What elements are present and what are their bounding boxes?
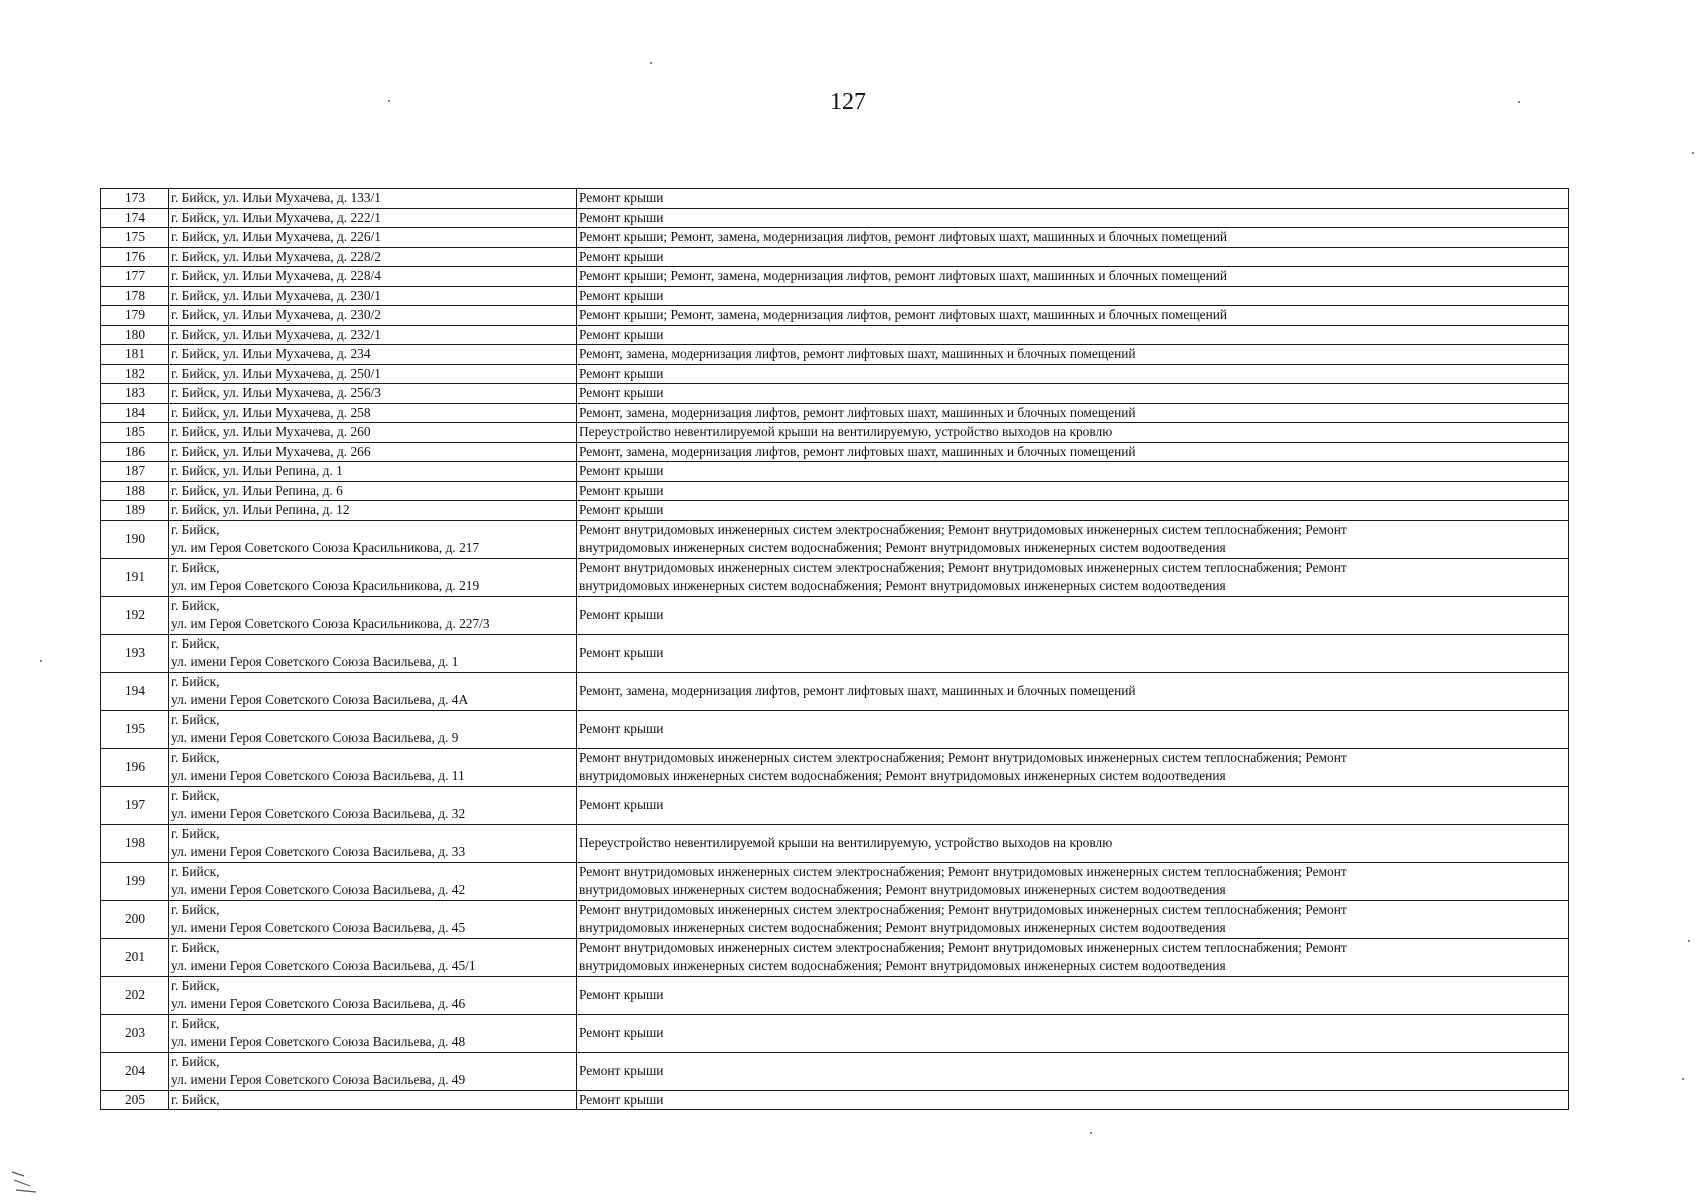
row-number: 181 [101,345,169,365]
table-row [101,900,1569,938]
work-type-cell [577,247,1569,267]
address-cell [169,442,577,462]
work-type-cell [577,976,1569,1014]
table-row [101,267,1569,287]
address-cell [169,900,577,938]
row-number: 175 [101,228,169,248]
table-row [101,938,1569,976]
work-type-line: Ремонт крыши [579,796,664,812]
work-type-cell [577,501,1569,521]
address-line: г. Бийск, [171,863,220,879]
table-row [101,710,1569,748]
work-type-cell [577,384,1569,404]
row-number: 205 [101,1090,169,1110]
row-number: 179 [101,306,169,326]
address-cell [169,938,577,976]
work-type-cell [577,710,1569,748]
scan-speck [650,62,652,64]
address-cell [169,481,577,501]
address-line: г. Бийск, ул. Ильи Мухачева, д. 234 [171,346,371,361]
address-cell [169,364,577,384]
address-line: г. Бийск, ул. Ильи Мухачева, д. 258 [171,404,371,420]
address-cell [169,1052,577,1090]
address-cell [169,786,577,824]
address-cell [169,710,577,748]
work-type-cell [577,325,1569,345]
row-number: 193 [101,634,169,672]
address-cell [169,306,577,326]
work-type-cell [577,1014,1569,1052]
address-cell [169,1014,577,1052]
work-type-cell [577,286,1569,306]
row-number: 178 [101,286,169,306]
work-type-line: внутридомовых инженерных систем водоснабжения; Ремонт внутридомовых инженерных систем водоотведения [579,920,1226,935]
address-line: г. Бийск, [171,1053,220,1069]
address-line: г. Бийск, ул. Ильи Мухачева, д. 230/1 [171,287,381,303]
address-cell [169,189,577,209]
address-line: г. Бийск, [171,939,220,955]
table-row [101,748,1569,786]
work-type-cell [577,596,1569,634]
work-type-cell [577,824,1569,862]
work-type-cell [577,862,1569,900]
work-type-cell [577,228,1569,248]
address-line: г. Бийск, ул. Ильи Мухачева, д. 228/4 [171,268,381,283]
work-type-line: Ремонт крыши [579,644,664,660]
address-cell [169,976,577,1014]
work-type-line: Переустройство невентилируемой крыши на вентилируемую, устройство выходов на кровлю [579,834,1113,850]
row-number: 200 [101,900,169,938]
row-number: 180 [101,325,169,345]
table-row [101,208,1569,228]
address-cell [169,345,577,365]
work-type-line: внутридомовых инженерных систем водоснабжения; Ремонт внутридомовых инженерных систем водоотведения [579,578,1226,593]
table-row [101,520,1569,558]
repair-schedule-table [100,188,1569,1110]
address-line: ул. имени Героя Советского Союза Васильева, д. 1 [171,654,459,669]
table-row [101,423,1569,443]
row-number: 202 [101,976,169,1014]
row-number: 194 [101,672,169,710]
table-row [101,501,1569,521]
address-line: г. Бийск, ул. Ильи Мухачева, д. 250/1 [171,365,381,381]
address-cell [169,748,577,786]
work-type-line: Ремонт крыши [579,385,664,400]
address-line: г. Бийск, ул. Ильи Мухачева, д. 228/2 [171,248,381,264]
address-line: г. Бийск, ул. Ильи Мухачева, д. 260 [171,424,371,439]
work-type-cell [577,1052,1569,1090]
address-line: г. Бийск, ул. Ильи Репина, д. 6 [171,482,343,498]
work-type-cell [577,786,1569,824]
row-number: 192 [101,596,169,634]
table-row [101,345,1569,365]
table-row [101,364,1569,384]
address-line: г. Бийск, ул. Ильи Мухачева, д. 226/1 [171,229,381,244]
work-type-line: Ремонт крыши [579,365,664,381]
row-number: 201 [101,938,169,976]
address-line: ул. имени Героя Советского Союза Васильева, д. 4А [171,692,469,707]
work-type-line: Ремонт крыши [579,326,664,342]
address-cell [169,501,577,521]
table-row [101,306,1569,326]
address-cell [169,558,577,596]
work-type-line: Ремонт крыши; Ремонт, замена, модернизация лифтов, ремонт лифтовых шахт, машинных и блочных помещений [579,229,1228,244]
address-line: ул. имени Героя Советского Союза Васильева, д. 46 [171,996,466,1011]
page-number: 127 [830,89,866,115]
table-row [101,228,1569,248]
work-type-line: Ремонт крыши [579,209,664,225]
row-number: 176 [101,247,169,267]
work-type-cell [577,267,1569,287]
work-type-line: внутридомовых инженерных систем водоснабжения; Ремонт внутридомовых инженерных систем водоотведения [579,882,1226,897]
address-line: ул. имени Героя Советского Союза Васильева, д. 45 [171,920,466,935]
scan-speck [1518,101,1520,103]
address-cell [169,862,577,900]
address-line: г. Бийск, [171,673,220,689]
work-type-line: Ремонт крыши [579,287,664,303]
row-number: 203 [101,1014,169,1052]
table-row [101,462,1569,482]
work-type-cell [577,481,1569,501]
address-line: ул. имени Героя Советского Союза Васильева, д. 11 [171,768,465,783]
work-type-line: Ремонт крыши [579,1062,664,1078]
work-type-line: Ремонт, замена, модернизация лифтов, ремонт лифтовых шахт, машинных и блочных помещений [579,682,1136,698]
address-cell [169,520,577,558]
row-number: 191 [101,558,169,596]
table-row [101,558,1569,596]
work-type-cell [577,634,1569,672]
address-cell [169,208,577,228]
address-line: г. Бийск, ул. Ильи Мухачева, д. 230/2 [171,307,381,322]
work-type-line: внутридомовых инженерных систем водоснабжения; Ремонт внутридомовых инженерных систем водоотведения [579,958,1226,973]
address-cell [169,1090,577,1110]
work-type-line: Ремонт внутридомовых инженерных систем электроснабжения; Ремонт внутридомовых инженерных систем теплоснабжения; Ремонт [579,939,1347,955]
scan-speck [1688,940,1690,942]
work-type-cell [577,900,1569,938]
row-number: 197 [101,786,169,824]
table-row [101,1052,1569,1090]
table-row [101,634,1569,672]
work-type-line: Ремонт, замена, модернизация лифтов, ремонт лифтовых шахт, машинных и блочных помещений [579,346,1136,361]
address-cell [169,247,577,267]
margin-mark [10,1168,40,1196]
table-row [101,189,1569,209]
table-row [101,862,1569,900]
address-line: г. Бийск, [171,825,220,841]
address-cell [169,403,577,423]
work-type-line: внутридомовых инженерных систем водоснабжения; Ремонт внутридомовых инженерных систем водоотведения [579,540,1226,555]
work-type-line: Ремонт крыши [579,463,664,478]
row-number: 195 [101,710,169,748]
row-number: 199 [101,862,169,900]
table-row [101,384,1569,404]
address-line: ул. имени Героя Советского Союза Васильева, д. 49 [171,1072,466,1087]
address-line: г. Бийск, ул. Ильи Мухачева, д. 232/1 [171,326,381,342]
scan-speck [388,100,390,102]
address-cell [169,286,577,306]
scan-speck [1692,152,1694,154]
row-number: 173 [101,189,169,209]
table-row [101,824,1569,862]
address-line: ул. им Героя Советского Союза Красильникова, д. 219 [171,578,480,593]
address-cell [169,325,577,345]
scan-speck [1682,1078,1684,1080]
row-number: 189 [101,501,169,521]
address-cell [169,824,577,862]
work-type-line: Ремонт крыши [579,502,664,517]
work-type-line: Ремонт крыши [579,720,664,736]
address-line: ул. имени Героя Советского Союза Васильева, д. 48 [171,1034,466,1049]
work-type-line: Ремонт внутридомовых инженерных систем электроснабжения; Ремонт внутридомовых инженерных систем теплоснабжения; Ремонт [579,559,1347,575]
row-number: 188 [101,481,169,501]
row-number: 186 [101,442,169,462]
work-type-line: Ремонт крыши [579,1091,664,1107]
table-row [101,286,1569,306]
work-type-line: Ремонт внутридомовых инженерных систем электроснабжения; Ремонт внутридомовых инженерных систем теплоснабжения; Ремонт [579,749,1347,765]
table-row [101,1014,1569,1052]
work-type-cell [577,1090,1569,1110]
table-row [101,786,1569,824]
work-type-line: Ремонт крыши [579,482,664,498]
work-type-cell [577,364,1569,384]
work-type-cell [577,423,1569,443]
table-row [101,672,1569,710]
address-cell [169,596,577,634]
address-line: г. Бийск, ул. Ильи Мухачева, д. 133/1 [171,190,381,205]
address-line: г. Бийск, [171,521,220,537]
work-type-line: внутридомовых инженерных систем водоснабжения; Ремонт внутридомовых инженерных систем водоотведения [579,768,1226,783]
table-row [101,976,1569,1014]
work-type-line: Ремонт, замена, модернизация лифтов, ремонт лифтовых шахт, машинных и блочных помещений [579,404,1136,420]
work-type-cell [577,558,1569,596]
row-number: 190 [101,520,169,558]
row-number: 184 [101,403,169,423]
work-type-line: Ремонт крыши [579,986,664,1002]
work-type-line: Ремонт крыши; Ремонт, замена, модернизация лифтов, ремонт лифтовых шахт, машинных и блочных помещений [579,307,1228,322]
address-line: г. Бийск, [171,787,220,803]
address-line: ул. им Героя Советского Союза Красильникова, д. 217 [171,540,480,555]
work-type-line: Ремонт крыши [579,1024,664,1040]
address-line: г. Бийск, [171,711,220,727]
address-cell [169,228,577,248]
address-line: ул. имени Героя Советского Союза Васильева, д. 33 [171,844,466,859]
address-line: г. Бийск, [171,1015,220,1031]
row-number: 185 [101,423,169,443]
address-line: г. Бийск, [171,635,220,651]
scan-speck [40,660,42,662]
work-type-cell [577,748,1569,786]
work-type-cell [577,345,1569,365]
work-type-cell [577,189,1569,209]
address-cell [169,462,577,482]
address-line: г. Бийск, ул. Ильи Мухачева, д. 256/3 [171,385,381,400]
work-type-line: Ремонт крыши; Ремонт, замена, модернизация лифтов, ремонт лифтовых шахт, машинных и блочных помещений [579,268,1228,283]
work-type-cell [577,462,1569,482]
work-type-line: Ремонт крыши [579,190,664,205]
address-line: ул. имени Героя Советского Союза Васильева, д. 32 [171,806,466,821]
address-line: г. Бийск, ул. Ильи Репина, д. 12 [171,502,350,517]
work-type-cell [577,938,1569,976]
table-row [101,481,1569,501]
row-number: 196 [101,748,169,786]
work-type-cell [577,403,1569,423]
scan-speck [1090,1132,1092,1134]
address-cell [169,672,577,710]
address-cell [169,384,577,404]
table-row [101,442,1569,462]
row-number: 182 [101,364,169,384]
table-body [101,189,1569,1110]
work-type-line: Ремонт внутридомовых инженерных систем электроснабжения; Ремонт внутридомовых инженерных систем теплоснабжения; Ремонт [579,863,1347,879]
address-line: ул. имени Героя Советского Союза Васильева, д. 45/1 [171,958,476,973]
address-line: г. Бийск, ул. Ильи Мухачева, д. 222/1 [171,209,381,225]
work-type-line: Ремонт крыши [579,248,664,264]
address-line: г. Бийск, ул. Ильи Репина, д. 1 [171,463,343,478]
work-type-cell [577,442,1569,462]
address-line: г. Бийск, [171,977,220,993]
work-type-cell [577,208,1569,228]
row-number: 183 [101,384,169,404]
address-line: г. Бийск, [171,559,220,575]
address-line: г. Бийск, [171,749,220,765]
address-line: ул. им Героя Советского Союза Красильникова, д. 227/3 [171,616,490,631]
work-type-line: Переустройство невентилируемой крыши на вентилируемую, устройство выходов на кровлю [579,424,1113,439]
address-line: г. Бийск, [171,597,220,613]
work-type-line: Ремонт внутридомовых инженерных систем электроснабжения; Ремонт внутридомовых инженерных систем теплоснабжения; Ремонт [579,521,1347,537]
table-row [101,1090,1569,1110]
work-type-line: Ремонт крыши [579,606,664,622]
work-type-line: Ремонт внутридомовых инженерных систем электроснабжения; Ремонт внутридомовых инженерных систем теплоснабжения; Ремонт [579,901,1347,917]
row-number: 204 [101,1052,169,1090]
address-line: ул. имени Героя Советского Союза Васильева, д. 42 [171,882,466,897]
table-row [101,247,1569,267]
work-type-cell [577,672,1569,710]
row-number: 187 [101,462,169,482]
address-line: ул. имени Героя Советского Союза Васильева, д. 9 [171,730,459,745]
row-number: 198 [101,824,169,862]
table-row [101,325,1569,345]
row-number: 177 [101,267,169,287]
table-row [101,403,1569,423]
address-cell [169,423,577,443]
row-number: 174 [101,208,169,228]
work-type-line: Ремонт, замена, модернизация лифтов, ремонт лифтовых шахт, машинных и блочных помещений [579,443,1136,459]
address-cell [169,267,577,287]
table-row [101,596,1569,634]
address-cell [169,634,577,672]
address-line: г. Бийск, [171,901,220,917]
address-line: г. Бийск, ул. Ильи Мухачева, д. 266 [171,443,371,459]
work-type-cell [577,306,1569,326]
work-type-cell [577,520,1569,558]
address-line: г. Бийск, [171,1091,220,1107]
